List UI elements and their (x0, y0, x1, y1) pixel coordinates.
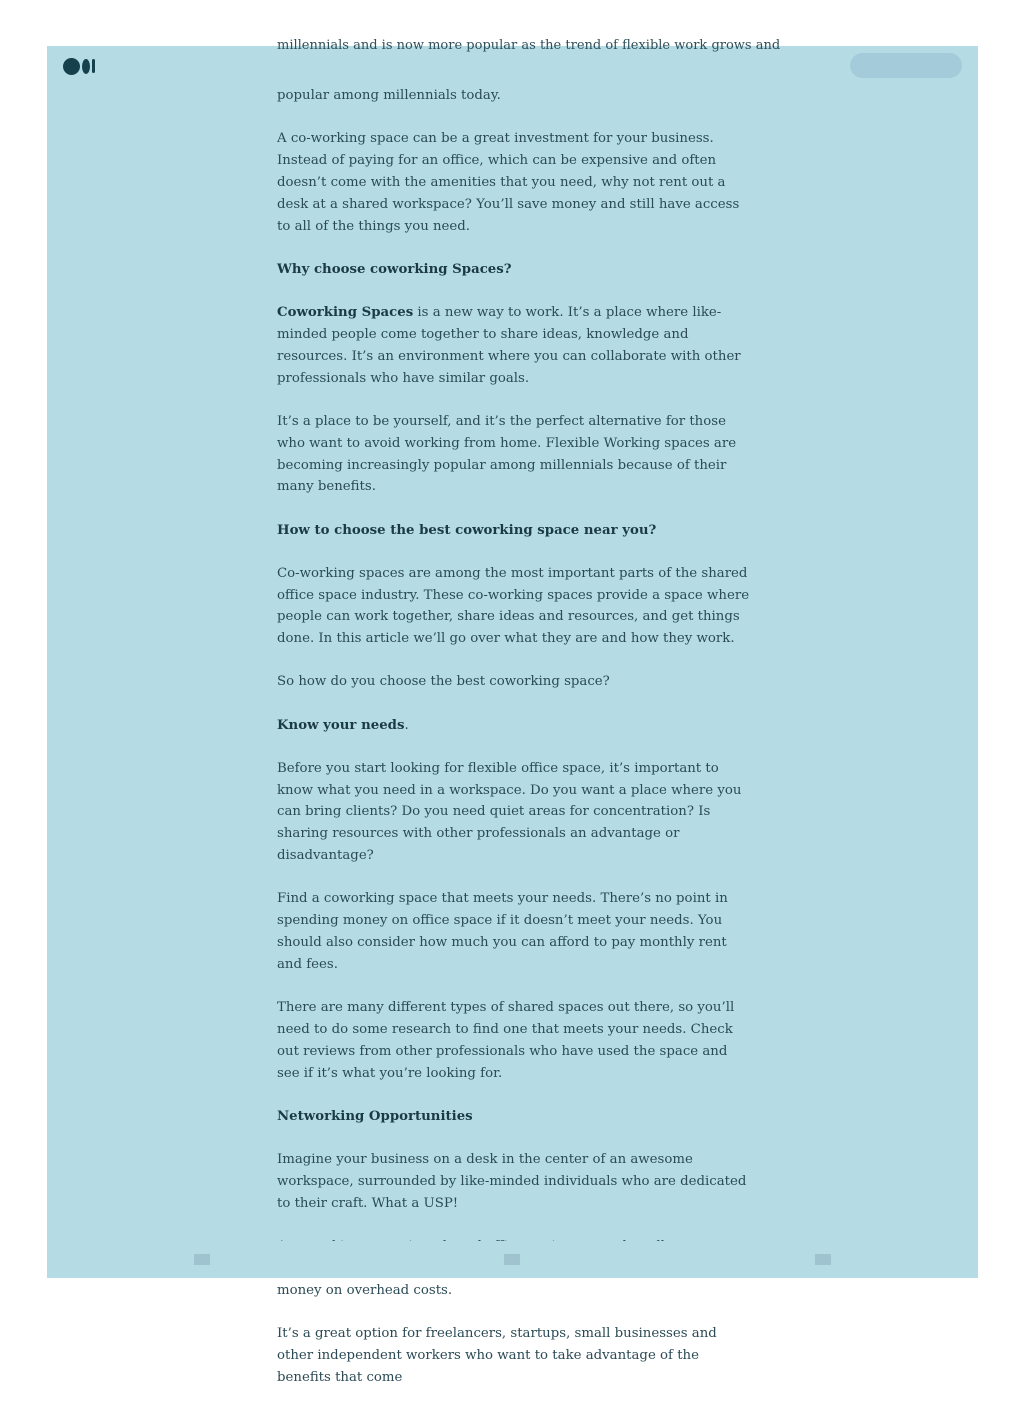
bold-term: Coworking Spaces (277, 304, 414, 320)
paragraph: Find a coworking space that meets your needs. There’s no point in spending money on office space if it doesn’t meet your needs. You should also consider how much you can afford to pay monthly rent and fees. (277, 891, 728, 973)
paragraph: It’s a place to be yourself, and it’s the perfect alternative for those who want to avoid working from home. Flexible Working spaces are becoming increasingly popular among millennials because of their many benefits. (277, 413, 737, 495)
paragraph (277, 302, 751, 390)
paragraph: Imagine your business on a desk in the center of an awesome workspace, surrounded by like-minded individuals who are dedicated to their craft. What a USP! (277, 1152, 747, 1211)
section-heading: Know your needs (277, 717, 405, 733)
paragraph: Co-working spaces are among the most important parts of the shared office space industry. These co-working spaces provide a space where people can work together, share ideas and resources, and get things done. In this article we’ll go over what they are and how they work. (277, 565, 750, 647)
heading-suffix: . (404, 717, 409, 733)
section-heading: Networking Opportunities (277, 1108, 473, 1124)
article-body (277, 85, 751, 1410)
medium-logo-icon[interactable] (63, 58, 95, 74)
toolbar-button-center[interactable] (504, 1254, 520, 1265)
article-panel (47, 38, 978, 1385)
paragraph-text: is a new way to work. It’s a place where like-minded people come together to share ideas, knowledge and resources. It’s an environment where you can collaborate with other professionals who have similar goals. (277, 304, 741, 386)
toolbar-button-right[interactable] (815, 1254, 831, 1265)
paragraph: Before you start looking for flexible office space, it’s important to know what you need in a workspace. Do you want a place where you can bring clients? Do you need quiet areas for concentration? Is sharing resources with other professionals an advantage or disadvantage? (277, 760, 742, 864)
section-heading: How to choose the best coworking space near you? (277, 522, 657, 538)
header-pill-button[interactable] (850, 53, 962, 78)
cut-off-line: millennials and is now more popular as the trend of flexible work grows and (277, 38, 781, 53)
logo-circle-small (92, 59, 95, 73)
toolbar-button-left[interactable] (194, 1254, 210, 1265)
paragraph: popular among millennials today. (277, 88, 501, 103)
paragraph: So how do you choose the best coworking space? (277, 674, 610, 690)
section-heading-line (277, 715, 751, 737)
paragraph: It’s a great option for freelancers, startups, small businesses and other independent workers who want to take advantage of the benefits that come (277, 1325, 717, 1385)
logo-circle-large (63, 58, 80, 75)
logo-circle-medium (82, 59, 90, 74)
paragraph: A co-working space can be a great investment for your business. Instead of paying for an office, which can be expensive and often doesn’t come with the amenities that you need, why not rent out a desk at a shared workspace? You’ll save money and still have access to all of the things you need. (277, 131, 740, 234)
paragraph: There are many different types of shared spaces out there, so you’ll need to do some research to find one that meets your needs. Check out reviews from other professionals who have used the space and see if it’s what you’re looking for. (277, 1000, 735, 1081)
section-heading: Why choose coworking Spaces? (277, 261, 512, 277)
paragraph: money on overhead costs. (277, 1282, 453, 1298)
